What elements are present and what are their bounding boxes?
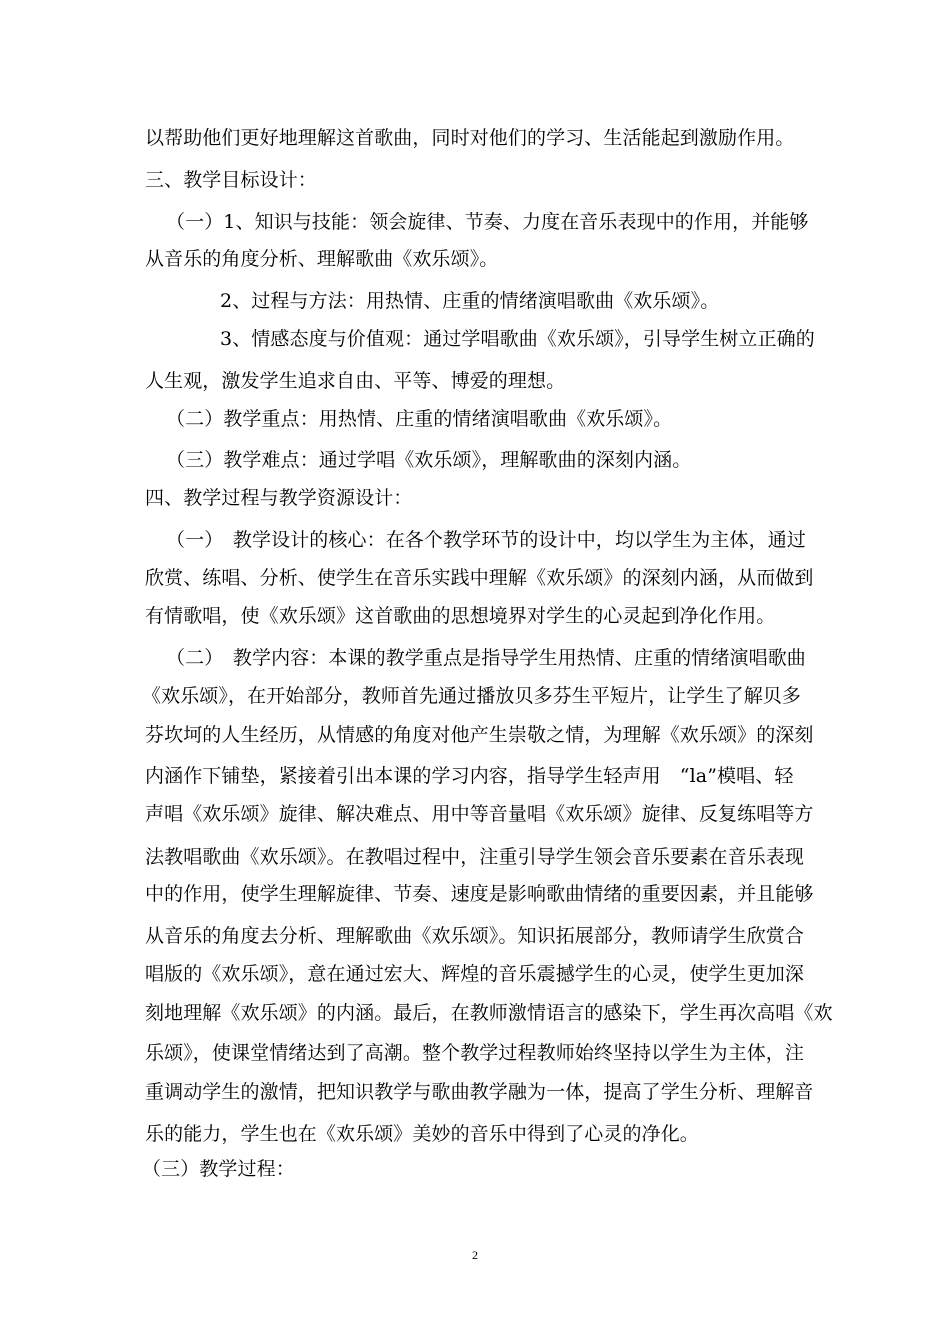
- text-line: 3、情感态度与价值观：通过学唱歌曲《欢乐颂》，引导学生树立正确的: [220, 328, 815, 350]
- text-line: 有情歌唱，使《欢乐颂》这首歌曲的思想境界对学生的心灵起到净化作用。: [145, 605, 776, 627]
- text-line: 欣赏、练唱、分析、使学生在音乐实践中理解《欢乐颂》的深刻内涵，从而做到: [145, 567, 814, 589]
- text-line: （三）教学难点：通过学唱《欢乐颂》，理解歌曲的深刻内涵。: [166, 449, 692, 471]
- text-line: 唱版的《欢乐颂》，意在通过宏大、辉煌的音乐震撼学生的心灵，使学生更加深: [145, 963, 805, 985]
- text-line: 重调动学生的激情，把知识教学与歌曲教学融为一体，提高了学生分析、理解音: [145, 1081, 814, 1103]
- text-line: 从音乐的角度分析、理解歌曲《欢乐颂》。: [145, 248, 499, 270]
- text-line: 声唱《欢乐颂》旋律、解决难点、用中等音量唱《欢乐颂》旋律、反复练唱等方: [145, 803, 814, 825]
- text-line: 2、过程与方法：用热情、庄重的情绪演唱歌曲《欢乐颂》。: [220, 290, 720, 312]
- section-heading: 三、教学目标设计：: [145, 169, 317, 191]
- text-line: 人生观，激发学生追求自由、平等、博爱的理想。: [145, 370, 566, 392]
- text-line: 乐的能力，学生也在《欢乐颂》美妙的音乐中得到了心灵的净化。: [145, 1123, 699, 1145]
- text-line: 《欢乐颂》，在开始部分，教师首先通过播放贝多芬生平短片，让学生了解贝多: [142, 685, 802, 707]
- text-line: 内涵作下铺垫，紧接着引出本课的学习内容，指导学生轻声用 “la”模唱、轻: [145, 765, 794, 787]
- text-line: 中的作用，使学生理解旋律、节奏、速度是影响歌曲情绪的重要因素，并且能够: [145, 883, 814, 905]
- text-line: 芬坎坷的人生经历，从情感的角度对他产生崇敬之情，为理解《欢乐颂》的深刻: [145, 724, 814, 746]
- section-heading: 四、教学过程与教学资源设计：: [145, 487, 413, 509]
- text-line: 法教唱歌曲《欢乐颂》。在教唱过程中，注重引导学生领会音乐要素在音乐表现: [145, 846, 805, 868]
- text-line: 刻地理解《欢乐颂》的内涵。最后，在教师激情语言的感染下，学生再次高唱《欢: [145, 1002, 833, 1024]
- text-line: （二） 教学内容：本课的教学重点是指导学生用热情、庄重的情绪演唱歌曲: [166, 647, 806, 669]
- text-line: （一） 教学设计的核心：在各个教学环节的设计中，均以学生为主体，通过: [166, 529, 806, 551]
- section-heading: （三）教学过程：: [142, 1158, 295, 1180]
- text-line: 以帮助他们更好地理解这首歌曲，同时对他们的学习、生活能起到激励作用。: [145, 127, 795, 149]
- text-line: （二）教学重点：用热情、庄重的情绪演唱歌曲《欢乐颂》。: [166, 408, 673, 430]
- text-line: 从音乐的角度去分析、理解歌曲《欢乐颂》。知识拓展部分，教师请学生欣赏合: [145, 925, 805, 947]
- text-line: 乐颂》，使课堂情绪达到了高潮。整个教学过程教师始终坚持以学生为主体，注: [145, 1042, 805, 1064]
- text-line: （一）1、知识与技能：领会旋律、节奏、力度在音乐表现中的作用，并能够: [166, 211, 809, 233]
- page-number: 2: [472, 1248, 478, 1262]
